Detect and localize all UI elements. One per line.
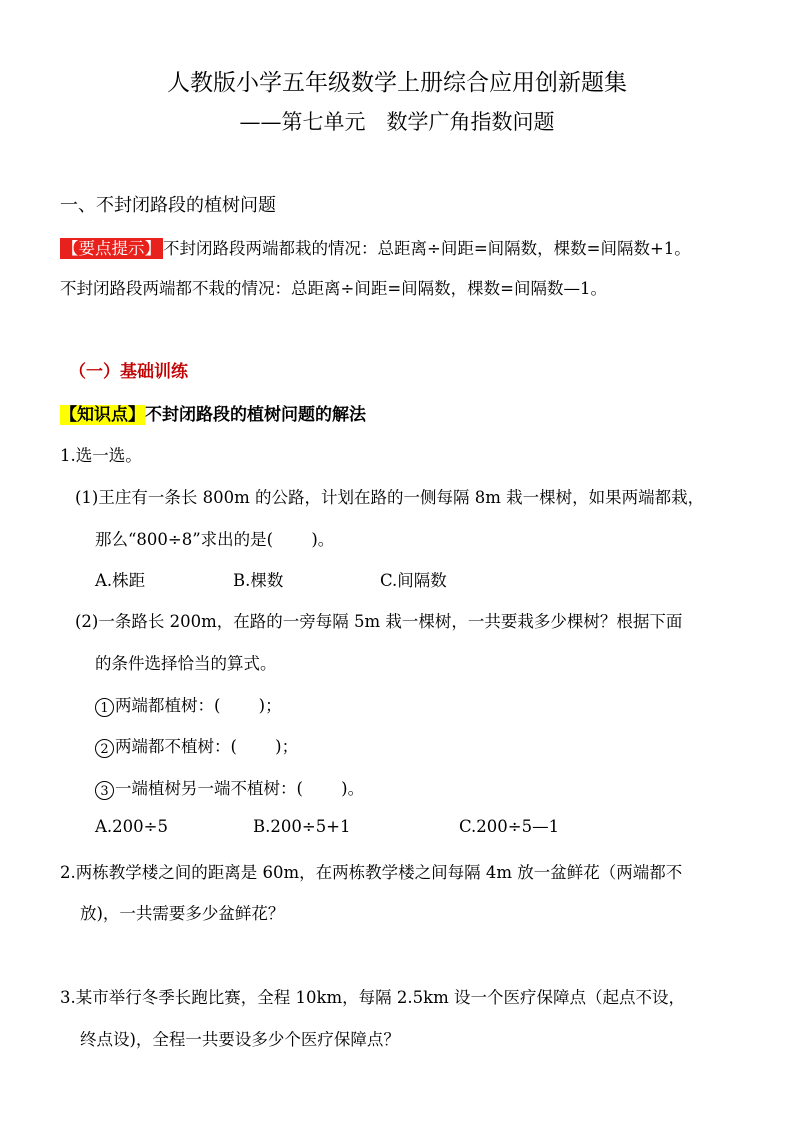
formula-option-c: C.200÷5—1 bbox=[459, 817, 560, 836]
question-1-part-2-line-2: 的条件选择恰当的算式。 bbox=[95, 654, 277, 673]
condition-2-text: 两端都不植树：( )； bbox=[115, 737, 299, 756]
option-a: A.株距 bbox=[95, 571, 146, 590]
tip-line-1: 不封闭路段两端都栽的情况：总距离÷间距=间隔数，棵数=间隔数+1。 bbox=[163, 239, 691, 258]
tip-badge: 【要点提示】 bbox=[62, 239, 161, 258]
knowledge-badge: 【知识点】 bbox=[60, 405, 145, 425]
circled-number-2: 2 bbox=[95, 739, 114, 758]
condition-1 bbox=[95, 692, 282, 717]
training-heading: （一）基础训练 bbox=[69, 362, 188, 382]
question-2-line-2: 放)，一共需要多少盆鲜花？ bbox=[80, 904, 285, 923]
tip-paragraph bbox=[60, 235, 691, 259]
condition-3 bbox=[95, 775, 364, 800]
condition-2 bbox=[95, 733, 298, 758]
question-1-part-1-line-1: (1)王庄有一条长 800m 的公路，计划在路的一侧每隔 8m 栽一棵树，如果两端都栽， bbox=[75, 488, 705, 507]
condition-3-text: 一端植树另一端不植树：( )。 bbox=[115, 779, 365, 798]
question-1-part-2-line-1: (2)一条路长 200m，在路的一旁每隔 5m 栽一棵树，一共要栽多少棵树？根据下面 bbox=[75, 612, 683, 631]
option-c: C.间隔数 bbox=[380, 571, 447, 590]
section-heading: 一、不封闭路段的植树问题 bbox=[60, 195, 276, 216]
knowledge-point bbox=[60, 400, 366, 425]
option-b: B.棵数 bbox=[233, 571, 284, 590]
formula-option-b: B.200÷5+1 bbox=[253, 817, 351, 836]
formula-option-a: A.200÷5 bbox=[95, 817, 168, 836]
circled-number-3: 3 bbox=[95, 781, 114, 800]
tip-line-2: 不封闭路段两端都不栽的情况：总距离÷间距=间隔数，棵数=间隔数—1。 bbox=[60, 279, 607, 298]
question-3-line-2: 终点设)，全程一共要设多少个医疗保障点？ bbox=[80, 1030, 400, 1049]
question-1-part-1-line-2: 那么“800÷8”求出的是( )。 bbox=[95, 530, 335, 549]
question-1-stem: 1.选一选。 bbox=[60, 446, 142, 465]
question-3-line-1: 3.某市举行冬季长跑比赛，全程 10km，每隔 2.5km 设一个医疗保障点（起点不设， bbox=[60, 988, 686, 1007]
document-subtitle: ——第七单元 数学广角指数问题 bbox=[239, 110, 555, 134]
condition-1-text: 两端都植树：( )； bbox=[115, 696, 282, 715]
knowledge-text: 不封闭路段的植树问题的解法 bbox=[145, 405, 366, 425]
circled-number-1: 1 bbox=[95, 698, 114, 717]
document-title: 人教版小学五年级数学上册综合应用创新题集 bbox=[167, 70, 627, 96]
question-2-line-1: 2.两栋教学楼之间的距离是 60m，在两栋教学楼之间每隔 4m 放一盆鲜花（两端都不 bbox=[60, 863, 683, 882]
